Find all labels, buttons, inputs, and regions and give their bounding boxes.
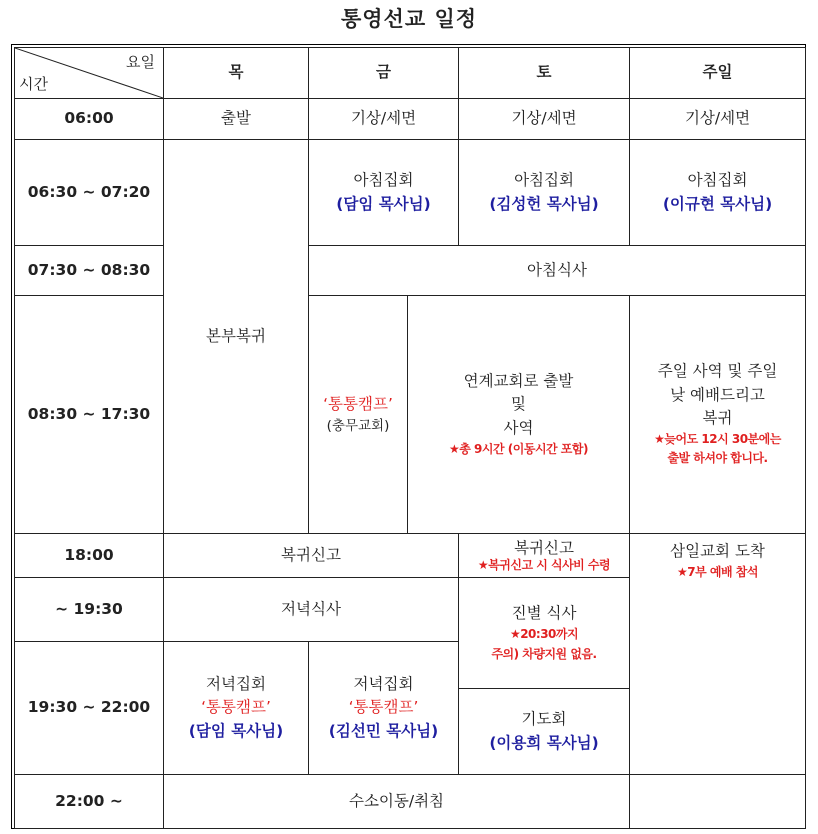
sun-morning-title: 아침집회 (687, 171, 748, 190)
fri-camp-place: (충무교회) (326, 418, 390, 434)
cell-fri-wakeup: 기상/세면 (309, 99, 459, 140)
thu-evening-camp: ‘통통캠프’ (201, 698, 271, 717)
day-header-sat: 토 (459, 48, 630, 99)
sun-arrive-title: 삼일교회 도착 (670, 542, 765, 560)
corner-header (15, 48, 164, 99)
time-cell: 07:30 ~ 08:30 (15, 246, 164, 296)
day-header-thu: 목 (164, 48, 309, 99)
sat-prayer-title: 기도회 (521, 710, 567, 729)
day-header-fri: 금 (309, 48, 459, 99)
thu-evening-title: 저녁집회 (206, 675, 266, 694)
sat-report-note: ★복귀신고 시 식사비 수령 (477, 557, 611, 572)
sat-depart-line1: 연계교회로 출발 (463, 372, 574, 391)
cell-breakfast: 아침식사 (309, 246, 806, 296)
sat-prayer-speaker: (이용희 목사님) (489, 733, 599, 752)
sun-ministry-line2: 낮 예배드리고 (670, 385, 765, 404)
cell-sun-wakeup: 기상/세면 (630, 99, 806, 140)
sun-ministry-note2: 출발 하셔야 합니다. (667, 451, 768, 466)
cell-thu-fri-report: 복귀신고 (164, 534, 459, 578)
row-0600 (15, 99, 806, 140)
cell-fri-evening (309, 642, 459, 775)
sat-morning-title: 아침집회 (514, 171, 574, 190)
cell-lodging: 수소이동/취침 (164, 775, 630, 829)
sat-report-title: 복귀신고 (514, 538, 574, 557)
time-cell: 19:30 ~ 22:00 (15, 642, 164, 775)
time-cell: 18:00 (15, 534, 164, 578)
cell-thu-evening (164, 642, 309, 775)
time-cell: 06:30 ~ 07:20 (15, 140, 164, 246)
sun-morning-speaker: (이규현 목사님) (662, 194, 773, 213)
corner-day-label: 요일 (126, 53, 155, 71)
sun-ministry-line1: 주일 사역 및 주일 (657, 362, 778, 381)
time-cell: 22:00 ~ (15, 775, 164, 829)
cell-sat-prayer (459, 689, 630, 775)
page-title: 통영선교 일정 (340, 7, 478, 31)
cell-sun-arrive (630, 534, 806, 775)
cell-fri-camp (309, 296, 408, 534)
cell-sat-report (459, 534, 630, 578)
time-cell: ~ 19:30 (15, 578, 164, 642)
sun-arrive-note: ★7부 예배 참석 (677, 565, 758, 580)
fri-morning-title: 아침집회 (353, 171, 414, 190)
row-0630 (15, 140, 806, 246)
sat-dinner-note2: 주의) 차량지원 없음. (491, 646, 597, 661)
fri-evening-camp: ‘통통캠프’ (348, 698, 419, 717)
cell-fri-morning-service (309, 140, 459, 246)
cell-thu-depart: 출발 (164, 99, 309, 140)
cell-sun-empty (630, 775, 806, 829)
fri-evening-title: 저녁집회 (353, 675, 414, 694)
fri-camp-title: ‘통통캠프’ (323, 394, 393, 413)
time-cell: 08:30 ~ 17:30 (15, 296, 164, 534)
cell-sun-ministry (630, 296, 806, 534)
sat-depart-line2: 및 (511, 395, 526, 414)
row-1800 (15, 534, 806, 578)
row-2200 (15, 775, 806, 829)
cell-sat-wakeup: 기상/세면 (459, 99, 630, 140)
sun-ministry-note1: ★늦어도 12시 30분에는 (654, 432, 781, 447)
time-cell: 06:00 (15, 99, 164, 140)
sat-dinner-note1: ★20:30까지 (509, 627, 579, 642)
thu-evening-speaker: (담임 목사님) (188, 721, 284, 740)
row-0730 (15, 246, 806, 296)
sat-morning-speaker: (김성헌 목사님) (489, 194, 599, 213)
fri-morning-speaker: (담임 목사님) (336, 194, 431, 213)
cell-thu-fri-dinner: 저녁식사 (164, 578, 459, 642)
day-header-sun: 주일 (630, 48, 806, 99)
cell-sat-morning-service (459, 140, 630, 246)
sat-dinner-title: 진별 식사 (511, 604, 577, 623)
sat-depart-note: ★총 9시간 (이동시간 포함) (449, 441, 588, 456)
sun-ministry-line3: 복귀 (702, 408, 733, 427)
header-row (15, 48, 806, 99)
row-0830 (15, 296, 806, 534)
cell-thu-return-hq: 본부복귀 (164, 140, 309, 534)
fri-evening-speaker: (김선민 목사님) (328, 721, 439, 740)
schedule-table (14, 47, 806, 829)
cell-sat-dinner (459, 578, 630, 689)
corner-time-label: 시간 (19, 74, 48, 93)
cell-sun-morning-service (630, 140, 806, 246)
sat-depart-line3: 사역 (503, 418, 534, 437)
cell-sat-depart (408, 296, 630, 534)
